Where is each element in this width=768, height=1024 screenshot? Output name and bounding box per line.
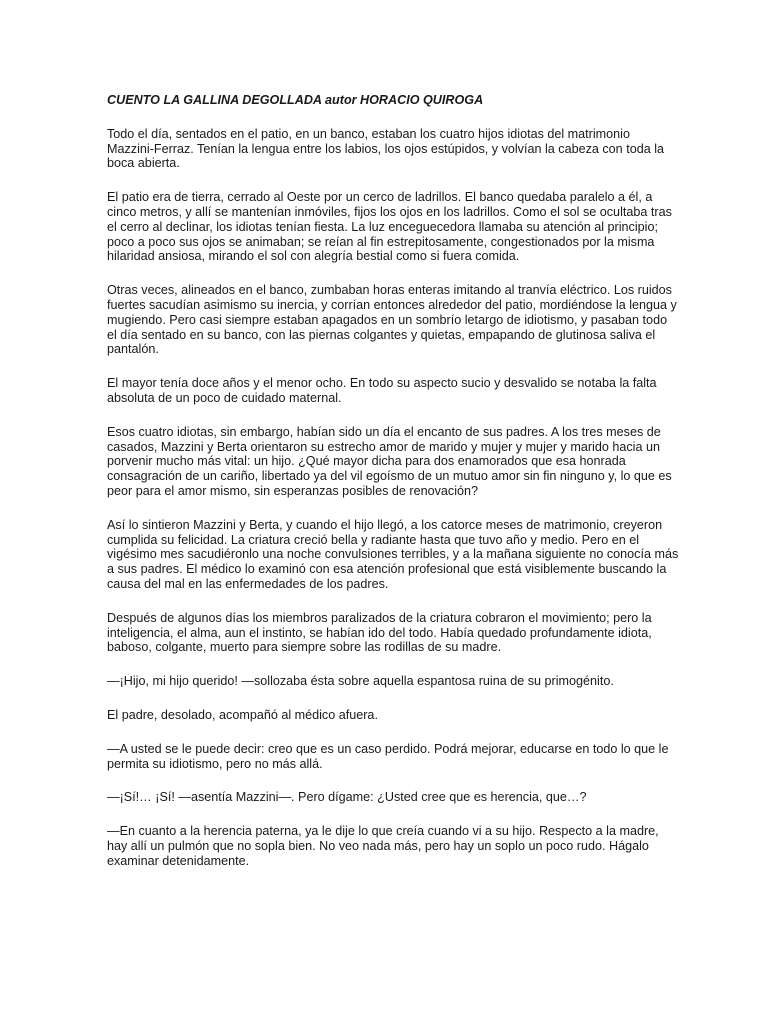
paragraph-12: —En cuanto a la herencia paterna, ya le dije lo que creía cuando vi a su hijo. Respecto a la madre, hay allí un pulmón que no sopla bien. No veo nada más, pero hay un soplo un poco rudo. Hágalo examinar detenidamente. [107, 824, 659, 868]
paragraph-5: Esos cuatro idiotas, sin embargo, habían sido un día el encanto de sus padres. A los tres meses de casados, Mazzini y Berta orientaron su estrecho amor de marido y mujer y mujer y marido hacia un porvenir mucho más vital: un hijo. ¿Qué mayor dicha para dos enamorados que esa honrada consagración de un cariño, libertado ya del vil egoísmo de un mutuo amor sin fin ninguno y, lo que es peor para el amor mismo, sin esperanzas posibles de renovación? [107, 424, 672, 498]
paragraph-2: El patio era de tierra, cerrado al Oeste por un cerco de ladrillos. El banco quedaba paralelo a él, a cinco metros, y allí se mantenían inmóviles, fijos los ojos en los ladrillos. Como el sol se ocultaba tras el cerro al declinar, los idiotas tenían fiesta. La luz enceguecedora llamaba su atención al principio; poco a poco sus ojos se animaban; se reían al fin estrepitosamente, congestionados por la misma hilaridad ansiosa, mirando el sol con alegría bestial como si fuera comida. [107, 190, 672, 264]
paragraph-7: Después de algunos días los miembros paralizados de la criatura cobraron el movimiento; pero la inteligencia, el alma, aun el instinto, se habían ido del todo. Había quedado profundamente idiota, baboso, colgante, muerto para siempre sobre las rodillas de su madre. [107, 610, 652, 655]
paragraph-11: —¡Sí!… ¡Sí! —asentía Mazzini—. Pero dígame: ¿Usted cree que es herencia, que…? [107, 790, 587, 805]
paragraph-1: Todo el día, sentados en el patio, en un banco, estaban los cuatro hijos idiotas del matrimonio Mazzini-Ferraz. Tenían la lengua entre los labios, los ojos estúpidos, y volvían la cabeza con toda la boca abierta. [107, 126, 665, 171]
paragraph-3: Otras veces, alineados en el banco, zumbaban horas enteras imitando al tranvía eléctrico. Los ruidos fuertes sacudían asimismo su inercia, y corrían entonces alrededor del patio, mordiéndose la lengua y mugiendo. Pero casi siempre estaban apagados en un sombrío letargo de idiotismo, y pasaban todo el día sentado en su banco, con las piernas colgantes y quietas, empapando de glutinosa saliva el pantalón. [107, 283, 677, 357]
document-body [107, 93, 679, 887]
document-title: CUENTO LA GALLINA DEGOLLADA autor HORACIO QUIROGA [107, 93, 484, 107]
paragraph-9: El padre, desolado, acompañó al médico afuera. [107, 707, 378, 722]
paragraph-6: Así lo sintieron Mazzini y Berta, y cuando el hijo llegó, a los catorce meses de matrimonio, creyeron cumplida su felicidad. La criatura creció bella y radiante hasta que tuvo año y medio. Pero en el vigésimo mes sacudiéronlo una noche convulsiones terribles, y a la mañana siguiente no conocía más a sus padres. El médico lo examinó con esa atención profesional que está visiblemente buscando la causa del mal en las enfermedades de los padres. [107, 517, 679, 591]
paragraph-10: —A usted se le puede decir: creo que es un caso perdido. Podrá mejorar, educarse en todo lo que le permita su idiotismo, pero no más allá. [107, 741, 669, 771]
paragraph-8: —¡Hijo, mi hijo querido! —sollozaba ésta sobre aquella espantosa ruina de su primogénito. [107, 674, 614, 689]
paragraph-4: El mayor tenía doce años y el menor ocho. En todo su aspecto sucio y desvalido se notaba la falta absoluta de un poco de cuidado maternal. [107, 376, 657, 405]
